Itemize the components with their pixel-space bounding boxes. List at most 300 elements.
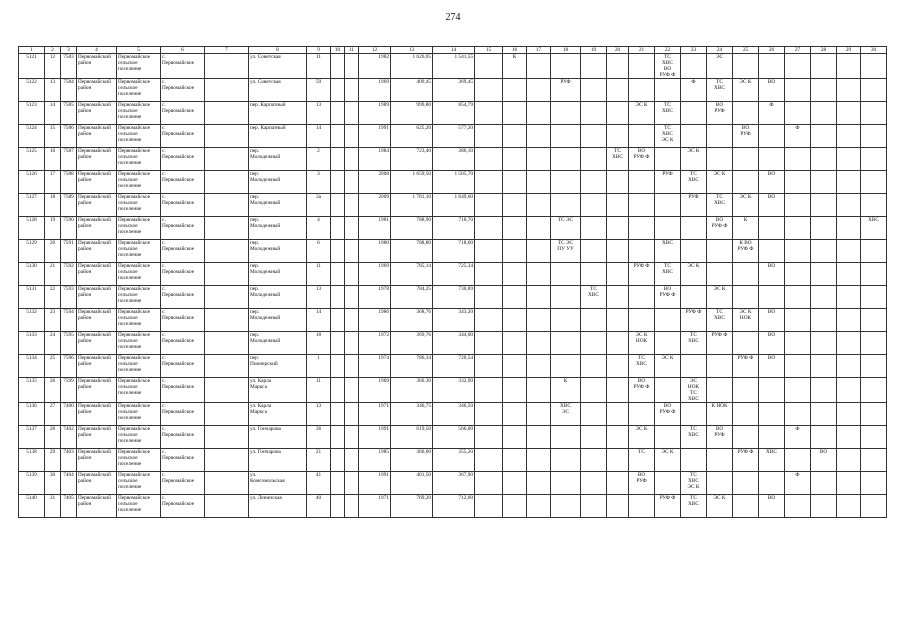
table-cell xyxy=(733,148,759,171)
table-cell: Первомайский район xyxy=(77,148,117,171)
table-cell xyxy=(331,125,345,148)
table-cell: 7404 xyxy=(61,472,77,495)
table-cell: 41 xyxy=(307,472,331,495)
table-cell: 5131 xyxy=(19,286,45,309)
table-cell: Первомайское сельское поселение xyxy=(117,355,161,378)
table-cell: Первомайское сельское поселение xyxy=(117,194,161,217)
table-cell: 577,20 xyxy=(433,125,475,148)
table-cell xyxy=(733,378,759,403)
table-cell: Первомайский район xyxy=(77,240,117,263)
table-cell: 5135 xyxy=(19,378,45,403)
table-cell: Первомайский район xyxy=(77,217,117,240)
table-cell: 1969 xyxy=(359,79,391,102)
table-cell: 1974 xyxy=(359,355,391,378)
table-cell: 7595 xyxy=(61,332,77,355)
housing-register-table xyxy=(18,46,887,518)
table-cell xyxy=(811,403,837,426)
table-cell xyxy=(331,263,345,286)
table-cell: пер. Молодежный xyxy=(249,194,307,217)
table-cell: К xyxy=(551,378,581,403)
table-cell xyxy=(629,54,655,79)
table-cell: пер. Пионерский xyxy=(249,355,307,378)
table-cell: Первомайский район xyxy=(77,449,117,472)
table-cell: 5136 xyxy=(19,403,45,426)
table-cell: 1 649,60 xyxy=(433,194,475,217)
table-cell: К ВО РУФ Ф xyxy=(733,240,759,263)
table-cell: 1986 xyxy=(359,309,391,332)
table-cell xyxy=(837,217,861,240)
table-cell xyxy=(607,54,629,79)
column-number-header: 25 xyxy=(733,47,759,54)
table-cell: ул. Гончарова xyxy=(249,426,307,449)
table-cell: ТС ХВС xyxy=(629,355,655,378)
table-cell xyxy=(681,240,707,263)
table-cell: 7594 xyxy=(61,309,77,332)
table-cell xyxy=(629,286,655,309)
table-cell: ВО xyxy=(759,263,785,286)
table-cell: пер. Молодежный xyxy=(249,240,307,263)
table-cell xyxy=(629,125,655,148)
table-cell: ЭС К xyxy=(707,495,733,518)
table-cell xyxy=(503,403,527,426)
table-row xyxy=(19,148,887,171)
table-cell xyxy=(811,426,837,449)
table-cell: Первомайское сельское поселение xyxy=(117,495,161,518)
table-cell xyxy=(503,125,527,148)
table-cell: 14 xyxy=(307,125,331,148)
table-cell: 5126 xyxy=(19,171,45,194)
table-cell xyxy=(837,194,861,217)
table-cell xyxy=(503,102,527,125)
table-cell: ул. Гончарова xyxy=(249,449,307,472)
table-cell xyxy=(607,286,629,309)
table-cell xyxy=(475,240,503,263)
table-cell: 5127 xyxy=(19,194,45,217)
table-cell xyxy=(861,171,887,194)
table-cell xyxy=(861,378,887,403)
table-cell xyxy=(345,240,359,263)
table-cell: Первомайское сельское поселение xyxy=(117,217,161,240)
table-cell: РУФ Ф xyxy=(733,355,759,378)
table-cell xyxy=(707,240,733,263)
table-cell: ВО xyxy=(759,194,785,217)
table-cell: ВО РУФ xyxy=(707,102,733,125)
table-cell xyxy=(811,102,837,125)
column-number-header: 27 xyxy=(785,47,811,54)
table-cell: 1 505,70 xyxy=(433,171,475,194)
table-cell xyxy=(707,449,733,472)
column-number-header: 23 xyxy=(681,47,707,54)
table-cell xyxy=(837,472,861,495)
table-cell: Первомайское сельское поселение xyxy=(117,286,161,309)
table-cell: Первомайское сельское поселение xyxy=(117,263,161,286)
table-cell: 1991 xyxy=(359,125,391,148)
table-row xyxy=(19,355,887,378)
table-cell xyxy=(475,355,503,378)
table-cell xyxy=(733,495,759,518)
table-cell: ВО РУФ Ф xyxy=(629,378,655,403)
table-cell xyxy=(837,309,861,332)
table-cell xyxy=(837,240,861,263)
table-cell: Первомайский район xyxy=(77,403,117,426)
table-cell xyxy=(811,125,837,148)
table-cell xyxy=(655,194,681,217)
table-cell xyxy=(861,125,887,148)
table-cell xyxy=(331,79,345,102)
table-cell xyxy=(205,79,249,102)
table-cell: РУФ Ф xyxy=(733,449,759,472)
table-cell: 11 xyxy=(307,54,331,79)
table-cell: ВО xyxy=(759,332,785,355)
table-cell xyxy=(331,194,345,217)
table-cell xyxy=(503,378,527,403)
table-cell xyxy=(707,472,733,495)
table-cell xyxy=(861,426,887,449)
table-cell xyxy=(331,426,345,449)
table-cell: Первомайский район xyxy=(77,79,117,102)
table-cell xyxy=(629,171,655,194)
table-cell xyxy=(733,403,759,426)
table-cell xyxy=(503,286,527,309)
table-cell: 5139 xyxy=(19,472,45,495)
table-cell: 5134 xyxy=(19,355,45,378)
table-cell xyxy=(475,332,503,355)
table-cell: ВО xyxy=(759,309,785,332)
table-cell xyxy=(503,309,527,332)
table-cell: пер. Молодежный xyxy=(249,332,307,355)
table-cell: ВО РУФ xyxy=(707,426,733,449)
table-cell: 1969 xyxy=(359,263,391,286)
table-cell: 7586 xyxy=(61,125,77,148)
table-cell xyxy=(861,472,887,495)
table-cell: ТС xyxy=(629,449,655,472)
table-cell xyxy=(205,426,249,449)
table-cell xyxy=(861,495,887,518)
table-cell: Ф xyxy=(785,426,811,449)
table-cell xyxy=(581,355,607,378)
table-cell: ВО xyxy=(759,495,785,518)
table-cell xyxy=(837,403,861,426)
table-cell: 2008 xyxy=(359,171,391,194)
table-cell: 5137 xyxy=(19,426,45,449)
table-cell xyxy=(527,309,551,332)
table-cell: Первомайское сельское поселение xyxy=(117,449,161,472)
table-cell xyxy=(527,378,551,403)
table-cell xyxy=(785,148,811,171)
table-cell xyxy=(837,79,861,102)
table-cell xyxy=(345,79,359,102)
table-cell xyxy=(551,54,581,79)
table-cell xyxy=(607,378,629,403)
table-cell: 7583 xyxy=(61,54,77,79)
table-cell: с. Первомайское xyxy=(161,449,205,472)
table-cell xyxy=(205,171,249,194)
table-cell xyxy=(785,54,811,79)
table-cell: Ф xyxy=(759,102,785,125)
table-cell: 21 xyxy=(307,449,331,472)
table-cell: с. Первомайское xyxy=(161,332,205,355)
table-cell xyxy=(331,217,345,240)
table-cell: 1 781,10 xyxy=(391,194,433,217)
table-cell: ЭС К xyxy=(733,194,759,217)
table-cell xyxy=(607,217,629,240)
table-cell: 1972 xyxy=(359,332,391,355)
column-number-header: 13 xyxy=(391,47,433,54)
table-cell: 332,90 xyxy=(433,378,475,403)
table-cell: Первомайское сельское поселение xyxy=(117,54,161,79)
table-cell: с. Первомайское xyxy=(161,309,205,332)
table-cell: 386,10 xyxy=(433,148,475,171)
table-cell: ул. Советская xyxy=(249,54,307,79)
table-row xyxy=(19,217,887,240)
table-cell: ул. Ленинская xyxy=(249,495,307,518)
table-cell xyxy=(551,102,581,125)
table-cell: Первомайский район xyxy=(77,102,117,125)
table-cell xyxy=(837,102,861,125)
table-cell: Первомайское сельское поселение xyxy=(117,309,161,332)
table-cell: Первомайское сельское поселение xyxy=(117,332,161,355)
table-cell: ВО РУФ xyxy=(733,125,759,148)
table-row xyxy=(19,332,887,355)
table-cell xyxy=(681,217,707,240)
table-cell xyxy=(655,378,681,403)
table-cell xyxy=(503,263,527,286)
table-cell xyxy=(205,286,249,309)
table-cell xyxy=(331,102,345,125)
column-number-header: 17 xyxy=(527,47,551,54)
table-cell xyxy=(733,54,759,79)
table-cell xyxy=(581,495,607,518)
table-cell: ТС ХВС xyxy=(655,263,681,286)
column-number-header: 22 xyxy=(655,47,681,54)
table-cell: с. Первомайское xyxy=(161,355,205,378)
table-cell xyxy=(759,378,785,403)
table-cell: ВО xyxy=(759,79,785,102)
table-cell: 725,34 xyxy=(433,263,475,286)
table-cell xyxy=(759,240,785,263)
table-cell xyxy=(345,332,359,355)
table-cell: ВО xyxy=(759,171,785,194)
table-cell xyxy=(733,332,759,355)
table-cell: Первомайский район xyxy=(77,171,117,194)
table-cell: Ф xyxy=(785,125,811,148)
table-cell xyxy=(811,495,837,518)
table-cell: ТС ХВС xyxy=(707,79,733,102)
table-cell: 360,00 xyxy=(391,449,433,472)
table-cell: 22 xyxy=(45,286,61,309)
table-cell xyxy=(503,332,527,355)
table-cell xyxy=(205,403,249,426)
table-cell: ЭС К xyxy=(681,148,707,171)
table-cell xyxy=(629,309,655,332)
column-number-header: 24 xyxy=(707,47,733,54)
table-cell: с. Первомайское xyxy=(161,472,205,495)
table-cell xyxy=(811,194,837,217)
table-cell: 4 xyxy=(307,217,331,240)
table-cell xyxy=(205,495,249,518)
table-cell: 1 626,05 xyxy=(391,54,433,79)
table-cell: с. Первомайское xyxy=(161,125,205,148)
column-number-header: 1 xyxy=(19,47,45,54)
page-number: 274 xyxy=(445,12,461,23)
table-cell xyxy=(861,54,887,79)
table-cell: 1984 xyxy=(359,148,391,171)
table-cell xyxy=(861,286,887,309)
table-cell: с. Первомайское xyxy=(161,263,205,286)
table-cell xyxy=(629,495,655,518)
table-cell: 786,34 xyxy=(391,355,433,378)
table-cell: ТС ХВС ЭС К xyxy=(655,125,681,148)
table-cell xyxy=(811,171,837,194)
table-cell: ул. Карла Маркса xyxy=(249,403,307,426)
table-cell xyxy=(475,286,503,309)
table-cell: 11 xyxy=(307,263,331,286)
table-cell xyxy=(345,54,359,79)
table-cell xyxy=(331,148,345,171)
table-cell: ВО xyxy=(759,355,785,378)
table-cell: 11 xyxy=(307,378,331,403)
table-cell xyxy=(527,286,551,309)
table-cell: 7587 xyxy=(61,148,77,171)
table-cell xyxy=(861,194,887,217)
table-cell: Ф xyxy=(681,79,707,102)
table-cell: Ф xyxy=(785,472,811,495)
table-cell xyxy=(607,472,629,495)
table-cell xyxy=(503,240,527,263)
table-cell: ХВС xyxy=(655,240,681,263)
table-cell xyxy=(655,426,681,449)
table-cell: 619,50 xyxy=(391,426,433,449)
table-cell xyxy=(837,426,861,449)
table-cell: ТС ХВС xyxy=(655,102,681,125)
table-cell xyxy=(759,403,785,426)
table-cell xyxy=(345,495,359,518)
table-cell: 1985 xyxy=(359,449,391,472)
table-cell: 13 xyxy=(307,286,331,309)
table-cell: 1 541,55 xyxy=(433,54,475,79)
table-cell: с. Первомайское xyxy=(161,148,205,171)
table-cell xyxy=(655,472,681,495)
table-cell: пер. Молодежный xyxy=(249,171,307,194)
table-cell xyxy=(759,217,785,240)
table-cell: 7589 xyxy=(61,194,77,217)
table-cell xyxy=(785,194,811,217)
table-cell xyxy=(331,240,345,263)
table-cell xyxy=(759,54,785,79)
table-cell xyxy=(551,426,581,449)
table-cell xyxy=(331,495,345,518)
table-cell xyxy=(205,332,249,355)
table-cell: с. Первомайское xyxy=(161,102,205,125)
table-cell: 1980 xyxy=(359,240,391,263)
table-cell: 5140 xyxy=(19,495,45,518)
table-cell: 369,45 xyxy=(433,79,475,102)
table-cell xyxy=(331,309,345,332)
table-cell xyxy=(733,102,759,125)
table-cell xyxy=(527,355,551,378)
table-cell: ВО РУФ Ф xyxy=(629,148,655,171)
table-cell: 7585 xyxy=(61,102,77,125)
table-cell xyxy=(785,286,811,309)
table-cell: с. Первомайское xyxy=(161,79,205,102)
table-cell xyxy=(655,332,681,355)
table-cell xyxy=(331,449,345,472)
table-cell xyxy=(759,148,785,171)
table-cell xyxy=(503,217,527,240)
table-cell: 20 xyxy=(45,240,61,263)
table-cell xyxy=(527,54,551,79)
table-cell: с. Первомайское xyxy=(161,426,205,449)
table-cell xyxy=(861,449,887,472)
table-cell xyxy=(345,171,359,194)
table-cell xyxy=(503,426,527,449)
table-cell xyxy=(629,79,655,102)
table-cell: 1 659,50 xyxy=(391,171,433,194)
column-number-header: 29 xyxy=(837,47,861,54)
table-cell: с. Первомайское xyxy=(161,194,205,217)
table-cell: 14 xyxy=(45,102,61,125)
table-cell xyxy=(331,171,345,194)
table-cell: 2009 xyxy=(359,194,391,217)
table-cell: ТС ХВС ВО РУФ Ф xyxy=(655,54,681,79)
table-cell: 17 xyxy=(45,171,61,194)
column-number-header: 20 xyxy=(607,47,629,54)
table-cell: с. Первомайское xyxy=(161,240,205,263)
table-cell xyxy=(629,194,655,217)
table-cell xyxy=(837,54,861,79)
table-cell: 28 xyxy=(45,426,61,449)
table-row xyxy=(19,378,887,403)
table-cell xyxy=(733,171,759,194)
table-cell xyxy=(607,309,629,332)
table-cell xyxy=(345,217,359,240)
table-cell: 5121 xyxy=(19,54,45,79)
table-cell: Первомайский район xyxy=(77,194,117,217)
table-cell xyxy=(581,263,607,286)
table-cell xyxy=(345,102,359,125)
table-cell: ТС ХВС xyxy=(607,148,629,171)
table-cell xyxy=(581,309,607,332)
table-cell xyxy=(629,217,655,240)
table-cell xyxy=(785,263,811,286)
table-cell xyxy=(733,472,759,495)
table-cell: Первомайское сельское поселение xyxy=(117,102,161,125)
table-cell xyxy=(785,449,811,472)
table-cell: с. Первомайское xyxy=(161,495,205,518)
table-cell xyxy=(607,263,629,286)
table-cell: 31 xyxy=(45,495,61,518)
table-cell xyxy=(837,263,861,286)
table-cell xyxy=(527,332,551,355)
column-number-header: 9 xyxy=(307,47,331,54)
table-cell xyxy=(475,54,503,79)
table-cell xyxy=(581,472,607,495)
table-cell xyxy=(475,79,503,102)
table-cell xyxy=(811,286,837,309)
table-cell xyxy=(551,495,581,518)
table-cell xyxy=(581,79,607,102)
table-cell xyxy=(527,194,551,217)
table-cell: 5122 xyxy=(19,79,45,102)
table-cell xyxy=(607,403,629,426)
table-cell xyxy=(345,263,359,286)
table-cell: 12 xyxy=(45,54,61,79)
table-cell xyxy=(785,171,811,194)
table-cell: 566,00 xyxy=(433,426,475,449)
table-cell xyxy=(811,217,837,240)
table-cell xyxy=(527,403,551,426)
table-cell: РУФ xyxy=(551,79,581,102)
